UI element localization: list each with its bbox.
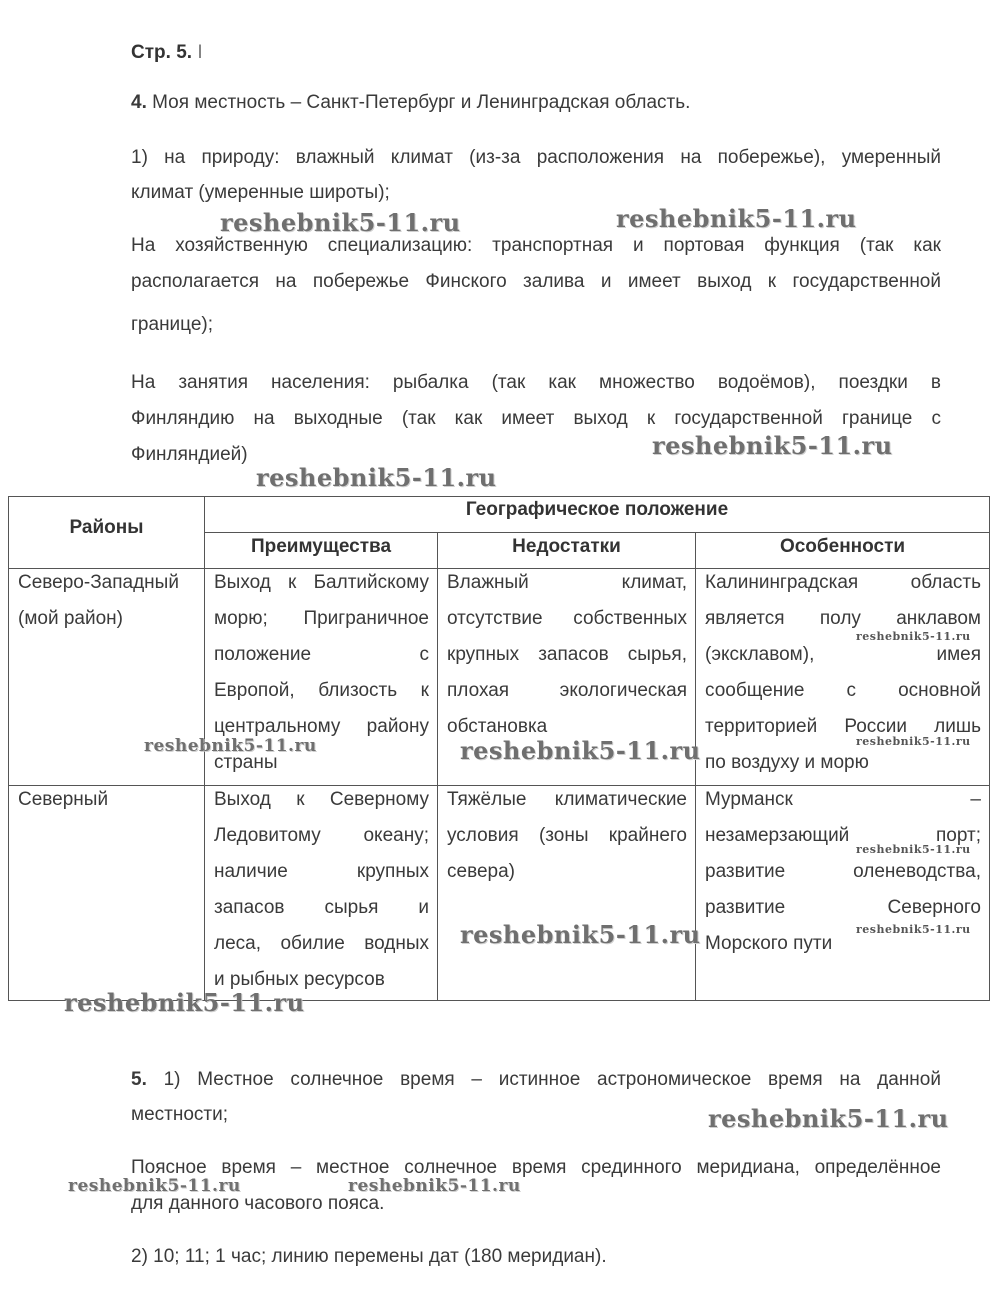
cell-region: Северо-Западный	[18, 572, 179, 593]
cell-region: Северный	[18, 789, 109, 810]
cell-advantage-line: Ледовитому океану;	[214, 825, 429, 846]
task4-line-0: Моя местность – Санкт-Петербург и Ленинградская область.	[152, 92, 691, 113]
watermark: reshebnik5-11.ru	[856, 630, 971, 643]
watermark: reshebnik5-11.ru	[220, 208, 461, 237]
cell-advantage-line: наличие крупных	[214, 861, 429, 882]
watermark: reshebnik5-11.ru	[144, 736, 317, 756]
cell-advantage-line: и рыбных ресурсов	[214, 969, 385, 990]
page-number-label: Стр. 5.	[131, 42, 193, 63]
cell-feature-line: Калининградская область	[705, 572, 981, 593]
table-divider	[9, 785, 989, 786]
cell-feature-line: территорией России лишь	[705, 716, 981, 737]
watermark: reshebnik5-11.ru	[652, 431, 893, 460]
task4-line-7: Финляндию на выходные (так как имеет выход к государственной границе с	[131, 408, 941, 429]
cell-advantage-line: положение с	[214, 644, 429, 665]
task4-line-4: располагается на побережье Финского залива и имеет выход к государственной	[131, 271, 941, 292]
header-regions: Районы	[69, 517, 144, 538]
watermark: reshebnik5-11.ru	[64, 988, 305, 1017]
cell-feature-line: развитие Северного	[705, 897, 981, 918]
task4-line-8: Финляндией)	[131, 444, 248, 465]
cell-disadvantage-line: Тяжёлые климатические	[447, 789, 687, 810]
watermark: reshebnik5-11.ru	[348, 1176, 521, 1196]
header-geo-position: Географическое положение	[465, 499, 729, 520]
table-divider	[204, 497, 205, 1000]
task5-line-2: Поясное время – местное солнечное время срединного меридиана, определённое	[131, 1157, 941, 1178]
regions-table	[8, 496, 990, 1001]
cell-feature-line: (эксклавом), имея	[705, 644, 981, 665]
cell-feature-line: развитие оленеводства,	[705, 861, 981, 882]
cell-disadvantage-line: обстановка	[447, 716, 548, 737]
watermark: reshebnik5-11.ru	[68, 1176, 241, 1196]
cell-feature-line: по воздуху и морю	[705, 752, 869, 773]
page-number-mark: I	[197, 42, 203, 63]
cell-advantage-line: Выход к Северному	[214, 789, 429, 810]
cell-feature-line: сообщение с основной	[705, 680, 981, 701]
task5-line-3: для данного часового пояса.	[131, 1193, 385, 1214]
table-divider	[9, 568, 989, 569]
cell-disadvantage-line: севера)	[447, 861, 515, 882]
cell-disadvantage-line: крупных запасов сырья,	[447, 644, 687, 665]
header-disadvantages: Недостатки	[512, 536, 621, 557]
watermark: reshebnik5-11.ru	[460, 736, 701, 765]
cell-advantage-line: запасов сырья и	[214, 897, 429, 918]
watermark: reshebnik5-11.ru	[856, 923, 971, 936]
watermark: reshebnik5-11.ru	[616, 204, 857, 233]
cell-feature-line: является полу анклавом	[705, 608, 981, 629]
cell-advantage-line: центральному району	[214, 716, 429, 737]
cell-advantage-line: Европой, близость к	[214, 680, 429, 701]
task4-line-5: границе);	[131, 314, 214, 335]
cell-advantage-line: Выход к Балтийскому	[214, 572, 429, 593]
cell-advantage-line: леса, обилие водных	[214, 933, 429, 954]
page-number	[131, 40, 203, 66]
header-advantages: Преимущества	[250, 536, 392, 557]
cell-region: (мой район)	[18, 608, 123, 629]
cell-feature-line: незамерзающий порт;	[705, 825, 981, 846]
cell-disadvantage-line: условия (зоны крайнего	[447, 825, 687, 846]
cell-advantage-line: страны	[214, 752, 278, 773]
task5-heading	[131, 1067, 941, 1093]
cell-advantage-line: морю; Приграничное	[214, 608, 429, 629]
task4-line-6: На занятия населения: рыбалка (так как множество водоёмов), поездки в	[131, 372, 941, 393]
cell-disadvantage-line: Влажный климат,	[447, 572, 687, 593]
task5-number: 5.	[131, 1069, 147, 1090]
task5-line-0: 1) Местное солнечное время – истинное астрономическое время на данной	[163, 1069, 941, 1090]
task4-line-3: На хозяйственную специализацию: транспортная и портовая функция (так как	[131, 235, 941, 256]
watermark: reshebnik5-11.ru	[460, 920, 701, 949]
watermark: reshebnik5-11.ru	[856, 843, 971, 856]
task4-line-1: 1) на природу: влажный климат (из-за расположения на побережье), умеренный	[131, 147, 941, 168]
task5-line-4: 2) 10; 11; 1 час; линию перемены дат (180 меридиан).	[131, 1246, 607, 1267]
watermark: reshebnik5-11.ru	[856, 735, 971, 748]
cell-disadvantage-line: отсутствие собственных	[447, 608, 687, 629]
watermark: reshebnik5-11.ru	[256, 463, 497, 492]
table-divider	[204, 532, 989, 533]
cell-feature-line: Мурманск –	[705, 789, 981, 810]
task5-line-1: местности;	[131, 1104, 228, 1125]
task4-number: 4.	[131, 92, 147, 113]
task4-line-2: климат (умеренные широты);	[131, 182, 390, 203]
table-divider	[695, 532, 696, 1000]
table-divider	[437, 532, 438, 1000]
task4-heading	[131, 90, 941, 116]
cell-feature-line: Морского пути	[705, 933, 833, 954]
watermark: reshebnik5-11.ru	[708, 1104, 949, 1133]
cell-disadvantage-line: плохая экологическая	[447, 680, 687, 701]
header-features: Особенности	[779, 536, 906, 557]
